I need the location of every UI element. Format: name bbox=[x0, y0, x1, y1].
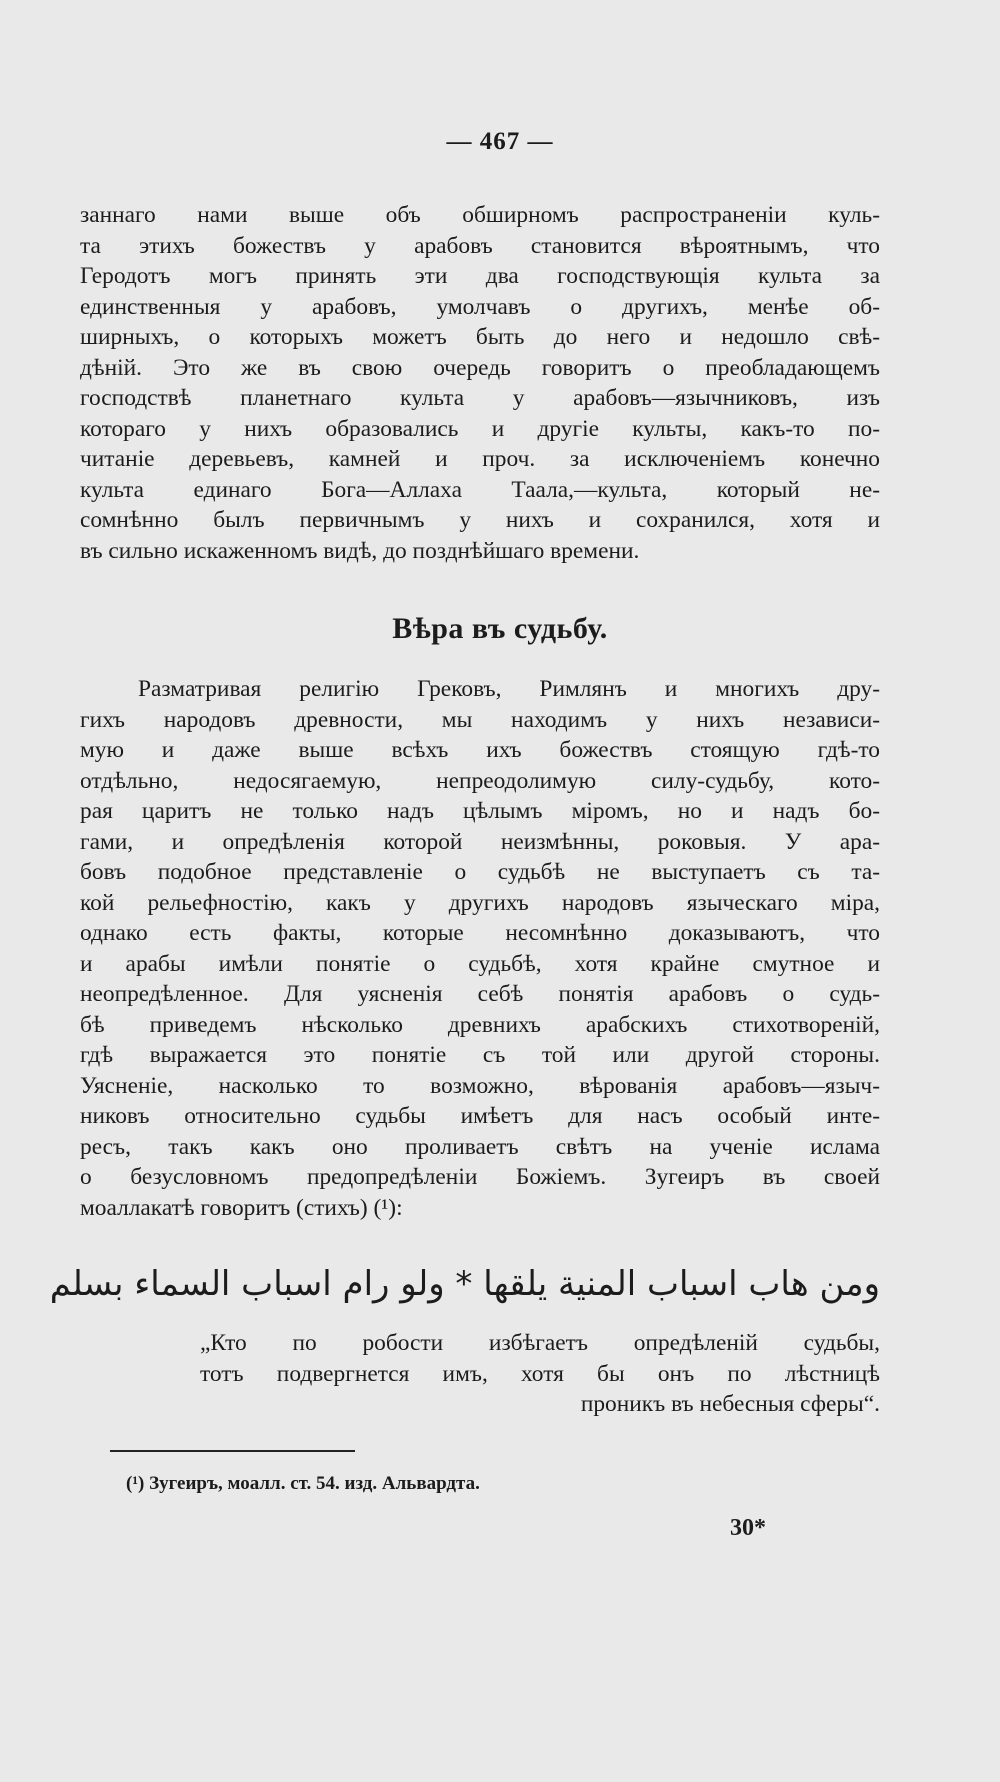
text-line: неопредѣленное. Для уясненiя себѣ понятiя арабовъ о судь- bbox=[80, 981, 880, 1007]
footnote-divider bbox=[110, 1450, 355, 1452]
signature-mark: 30* bbox=[730, 1515, 766, 1541]
text-line: бѣ приведемъ нѣсколько древнихъ арабскихъ стихотворенiй, bbox=[80, 1011, 880, 1038]
translation-line: тотъ подвергнется имъ, хотя бы онъ по лѣстницѣ bbox=[200, 1360, 880, 1387]
text-line: отдѣльно, недосягаемую, непреодолимую силу-судьбу, кото- bbox=[80, 767, 880, 794]
text-line: о безусловномъ предопредѣленiи Божiемъ. Зугеиръ въ своей bbox=[80, 1164, 880, 1190]
text-line: ресъ, такъ какъ оно проливаетъ свѣтъ на ученiе ислама bbox=[80, 1133, 880, 1160]
text-line: однако есть факты, которые несомнѣнно доказываютъ, что bbox=[80, 920, 880, 946]
text-line: читанiе деревьевъ, камней и проч. за исключенiемъ конечно bbox=[80, 446, 880, 472]
text-line: господствѣ планетнаго культа у арабовъ—язычниковъ, изъ bbox=[80, 385, 880, 411]
text-line: кой рельефностiю, какъ у другихъ народовъ языческаго мiра, bbox=[80, 889, 880, 916]
text-line: ширныхъ, о которыхъ можетъ быть до него и недошло свѣ- bbox=[80, 324, 880, 350]
text-line: гихъ народовъ древности, мы находимъ у нихъ независи- bbox=[80, 706, 880, 733]
text-line: въ сильно искаженномъ видѣ, до позднѣйшаго времени. bbox=[80, 537, 640, 564]
text-line: гами, и опредѣленiя которой неизмѣнны, роковыя. У ара- bbox=[80, 828, 880, 855]
arabic-verse: ومن هاب اسباب المنية يلقها * ولو رام اسباب السماء بسلم bbox=[49, 1264, 880, 1304]
text-line: бовъ подобное представленiе о судьбѣ не выступаетъ съ та- bbox=[80, 859, 880, 885]
text-line: единственныя у арабовъ, умолчавъ о другихъ, менѣе об- bbox=[80, 293, 880, 320]
page-number: — 467 — bbox=[446, 128, 554, 155]
text-line: котораго у нихъ образовались и другiе культы, какъ-то по- bbox=[80, 415, 880, 442]
text-line: гдѣ выражается это понятiе съ той или другой стороны. bbox=[80, 1042, 880, 1068]
text-line: та этихъ божествъ у арабовъ становится вѣроятнымъ, что bbox=[80, 232, 880, 259]
text-line: рая царитъ не только надъ цѣлымъ мiромъ, но и надъ бо- bbox=[80, 798, 880, 824]
paragraph-fate bbox=[80, 674, 880, 1223]
verse-translation bbox=[200, 1328, 880, 1420]
text-line: культа единаго Бога—Аллаха Таала,—культа, который не- bbox=[80, 476, 880, 503]
footnote: (¹) Зугеиръ, моалл. ст. 54. изд. Альвардта. bbox=[126, 1473, 480, 1494]
section-heading: Вѣра въ судьбу. bbox=[392, 612, 608, 645]
paragraph-continuation bbox=[80, 200, 880, 566]
text-line: никовъ относительно судьбы имѣетъ для насъ особый инте- bbox=[80, 1103, 880, 1129]
translation-line: „Кто по робости избѣгаетъ опредѣленiй судьбы, bbox=[200, 1330, 880, 1356]
text-line: Геродотъ могъ принять эти два господствующiя культа за bbox=[80, 263, 880, 289]
text-line: Уясненiе, насколько то возможно, вѣрованiя арабовъ—языч- bbox=[80, 1072, 880, 1099]
translation-line: проникъ въ небесныя сферы“. bbox=[580, 1391, 880, 1417]
text-line: моаллакатѣ говоритъ (стихъ) (¹): bbox=[80, 1194, 403, 1221]
text-line: мую и даже выше всѣхъ ихъ божествъ стоящую гдѣ-то bbox=[80, 737, 880, 763]
text-line: Разматривая религiю Грековъ, Римлянъ и многихъ дру- bbox=[138, 676, 880, 702]
text-line: сомнѣнно былъ первичнымъ у нихъ и сохранился, хотя и bbox=[80, 507, 880, 533]
text-line: и арабы имѣли понятiе о судьбѣ, хотя крайне смутное и bbox=[80, 950, 880, 977]
text-line: заннаго нами выше объ обширномъ распространенiи куль- bbox=[80, 202, 880, 228]
text-line: дѣнiй. Это же въ свою очередь говоритъ о преобладающемъ bbox=[80, 354, 880, 381]
